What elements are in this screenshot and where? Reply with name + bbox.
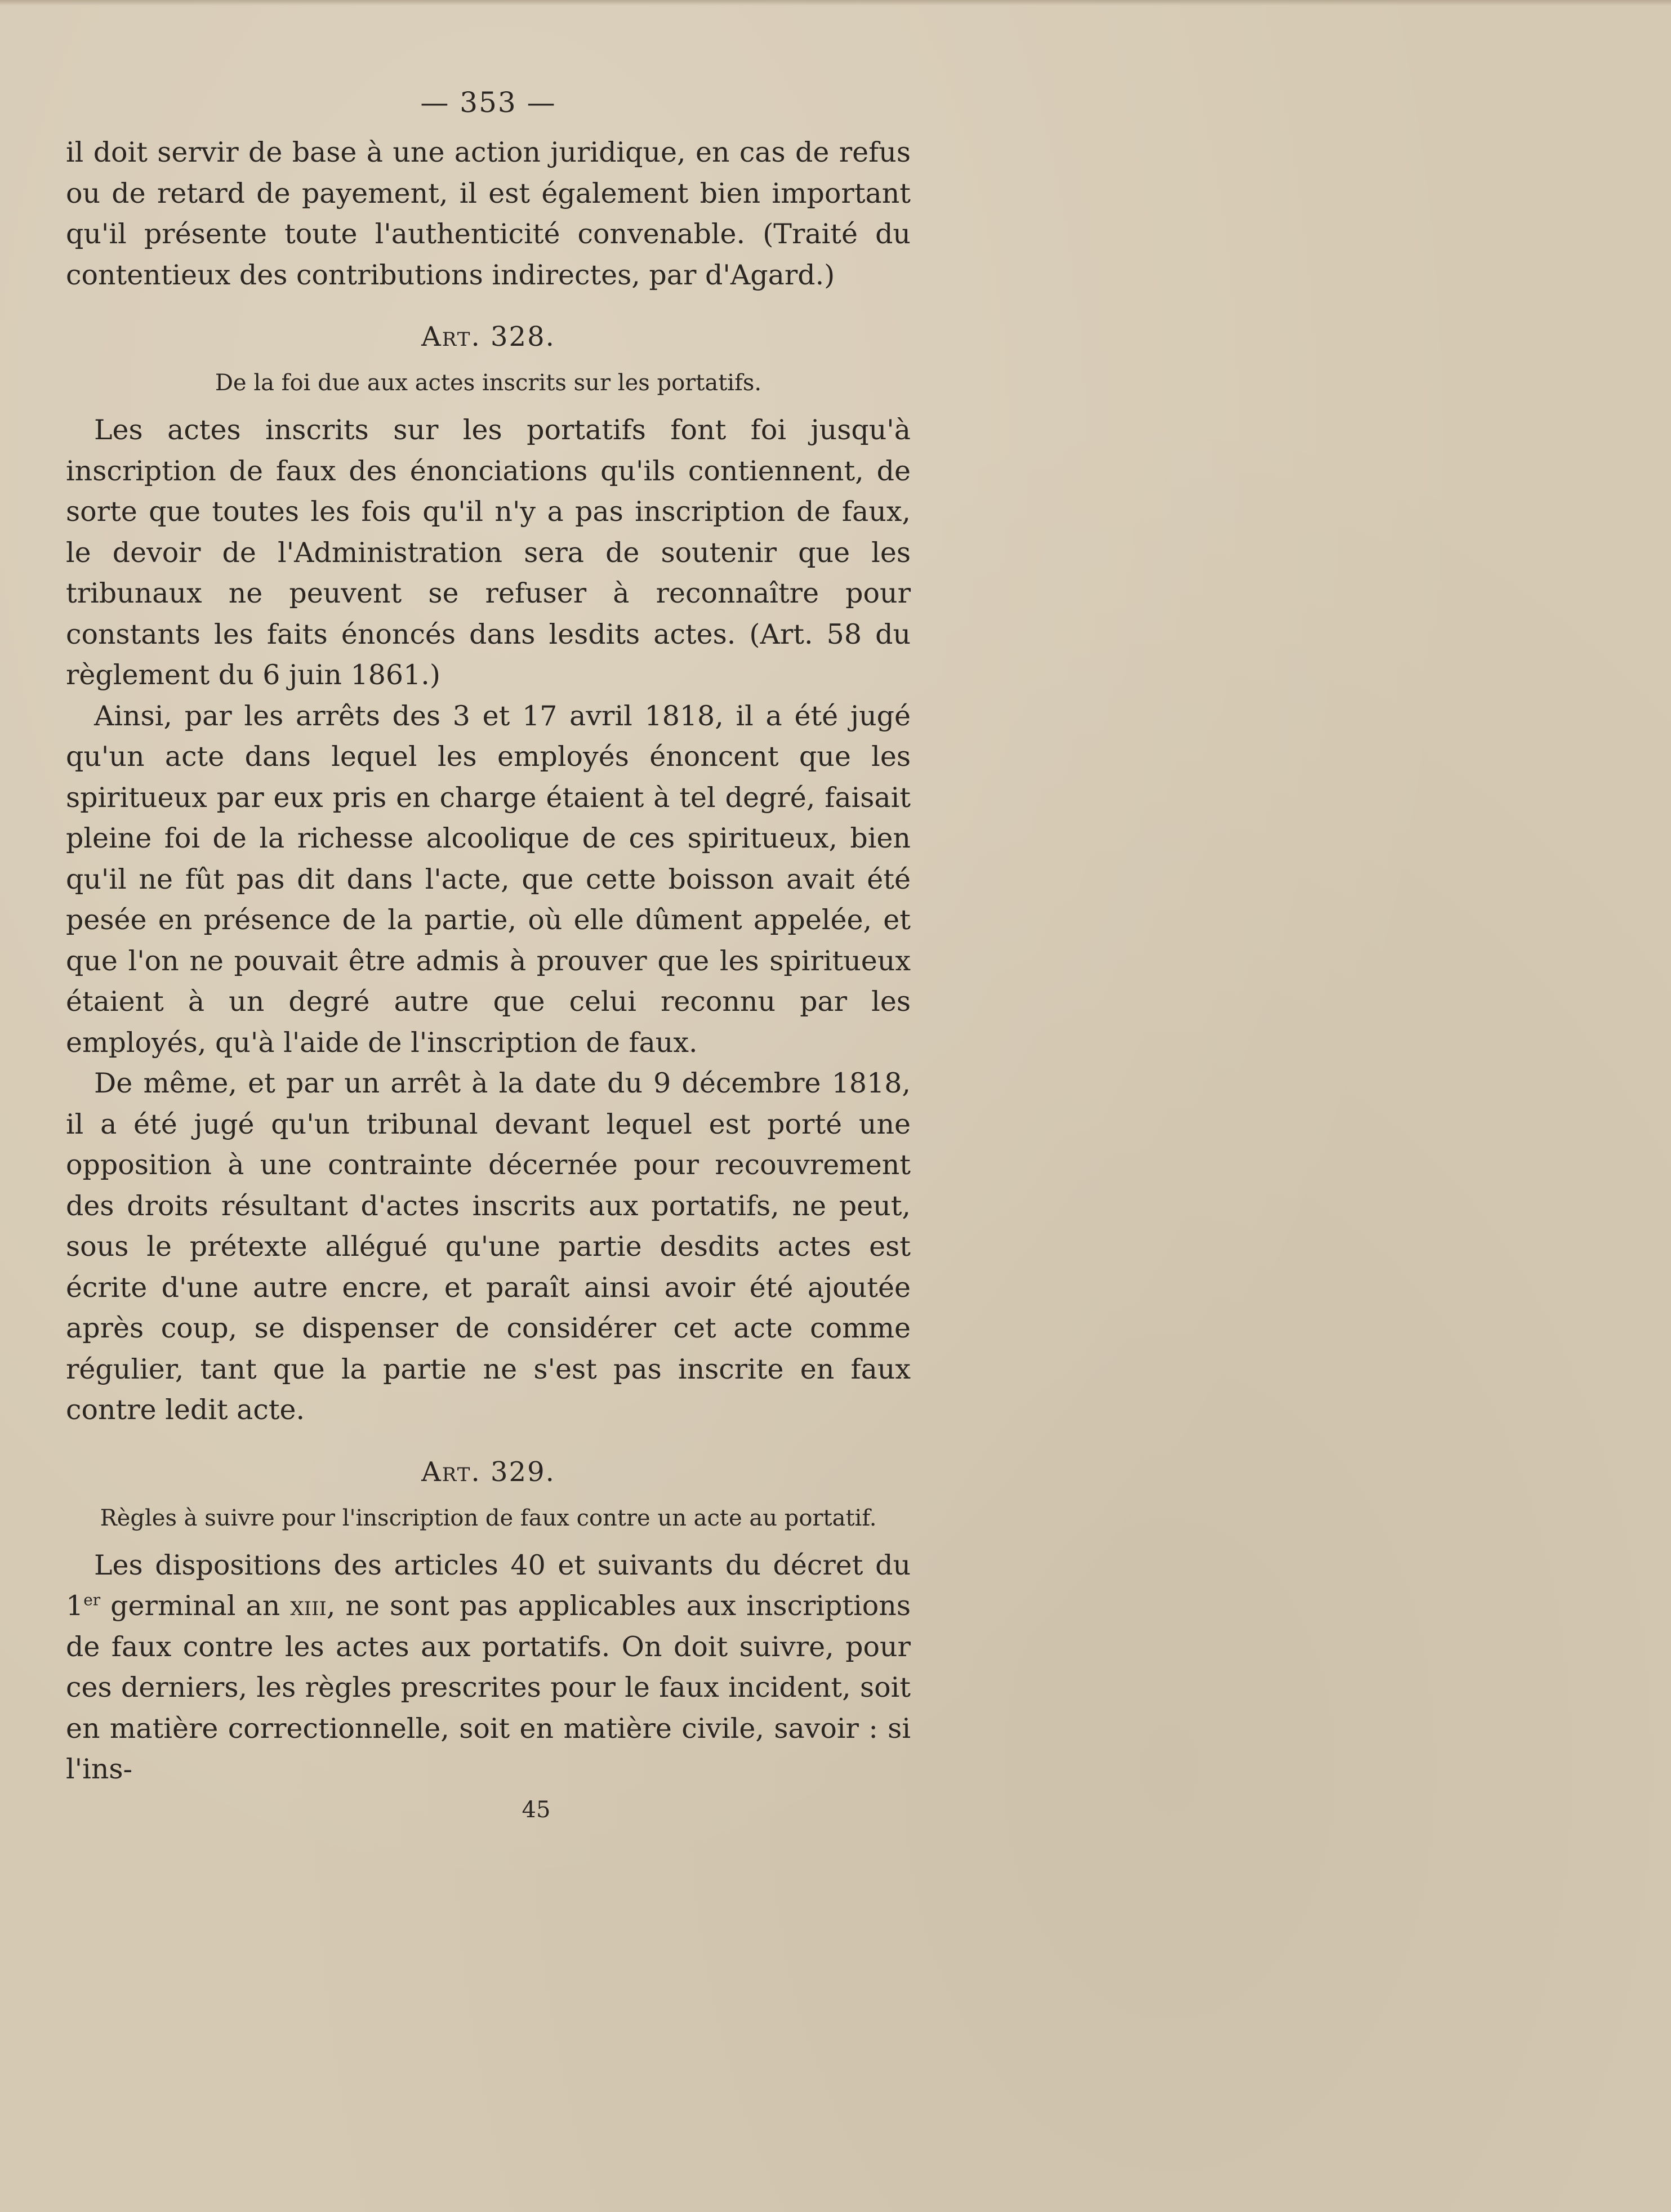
article-329-text-mid: germinal an (100, 1590, 291, 1622)
article-329-heading (66, 1453, 911, 1491)
page-top-edge (0, 0, 1671, 6)
article-328-paragraph-1: Les actes inscrits sur les portatifs font foi jusqu'à inscription de faux des énonciations qu'ils contiennent, de sorte que toutes les fois qu'il n'y a pas inscription de faux, le devoir de l'Administration sera de soutenir que les tribunaux ne peuvent se refuser à reconnaître pour constants les faits énoncés dans lesdits actes. (Art. 58 du règlement du 6 juin 1861.) (66, 414, 911, 692)
article-328-title: De la foi due aux actes inscrits sur les portatifs. (215, 370, 762, 396)
article-328-paragraph-3: De même, et par un arrêt à la date du 9 décembre 1818, il a été jugé qu'un tribunal devant lequel est porté une opposition à une contrainte décernée pour recouvrement des droits résultant d'actes inscrits aux portatifs, ne peut, sous le prétexte allégué qu'une partie desdits actes est écrite d'une autre encre, et paraît ainsi avoir été ajoutée après coup, se dispenser de considérer cet acte comme régulier, tant que la partie ne s'est pas inscrite en faux contre ledit acte. (66, 1067, 911, 1426)
article-329-title: Règles à suivre pour l'inscription de faux contre un acte au portatif. (100, 1505, 877, 1531)
text-block (66, 84, 911, 1823)
roman-year: xiii (290, 1590, 327, 1622)
page-number-header: — 353 — (420, 86, 556, 119)
article-329-paragraph-1 (66, 1545, 911, 1790)
ordinal-superscript: er (83, 1591, 101, 1610)
continuation-paragraph: il doit servir de base à une action juridique, en cas de refus ou de retard de payement, il est également bien important qu'il présente toute l'authenticité convenable. (Traité du contentieux des contributions indirectes, par d'Agard.) (66, 136, 911, 291)
signature-mark: 45 (522, 1796, 551, 1823)
article-329-text-start: Les dispositions des articles 40 et suivants du décret du 1 (66, 1549, 911, 1622)
article-329-text-end: , ne sont pas applicables aux inscriptions de faux contre les actes aux portatifs. On doit suivre, pour ces derniers, les règles prescrites pour le faux incident, soit en matière correctionnelle, soit en matière civile, savoir : si l'ins- (66, 1590, 911, 1786)
article-328-paragraph-2: Ainsi, par les arrêts des 3 et 17 avril 1818, il a été jugé qu'un acte dans lequel les employés énoncent que les spiritueux par eux pris en charge étaient à tel degré, faisait pleine foi de la richesse alcoolique de ces spiritueux, bien qu'il ne fût pas dit dans l'acte, que cette boisson avait été pesée en présence de la partie, où elle dûment appelée, et que l'on ne pouvait être admis à prouver que les spiritueux étaient à un degré autre que celui reconnu par les employés, qu'à l'aide de l'inscription de faux. (66, 699, 911, 1059)
article-328-heading (66, 318, 911, 356)
article-328-label: Art. 328. (421, 321, 555, 353)
article-329-label: Art. 329. (421, 1456, 555, 1488)
